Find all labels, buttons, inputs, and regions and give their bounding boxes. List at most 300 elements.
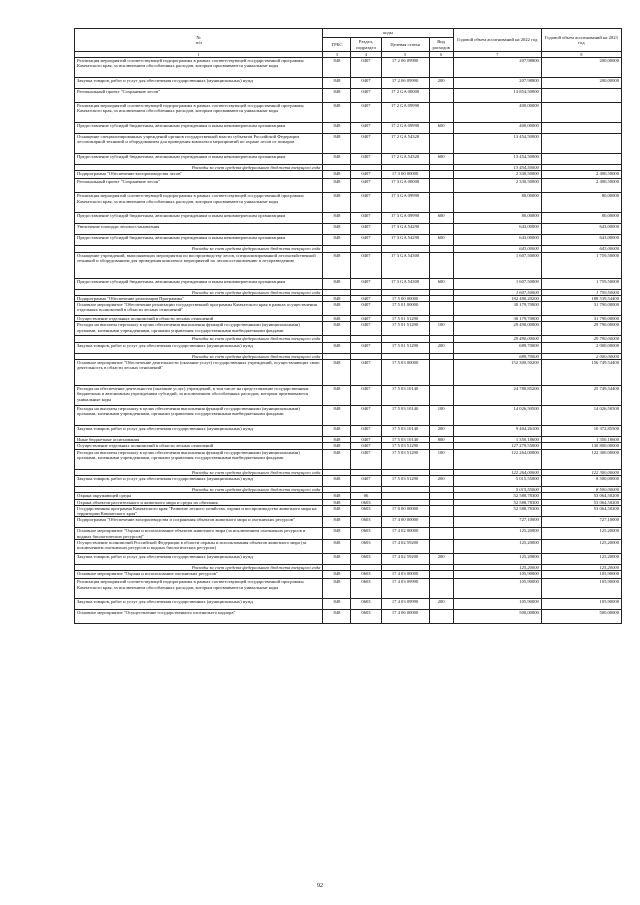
row-grbs-cell: 848 bbox=[323, 426, 351, 437]
row-section-cell: 0407 bbox=[351, 134, 381, 154]
row-amount-2023-cell: 10 372,85500 bbox=[541, 426, 621, 437]
row-expense-type-cell: 100 bbox=[429, 406, 453, 426]
row-amount-2022-cell: 5 015,55000 bbox=[453, 475, 541, 486]
row-section-cell: 0603 bbox=[351, 599, 381, 610]
row-name-cell: Осуществление отдельных полномочий в области лесных отношений bbox=[75, 443, 323, 449]
row-amount-2023-cell: 2 490,50000 bbox=[541, 179, 621, 193]
row-target-article-cell: 17 2 GA 09990 bbox=[381, 103, 429, 123]
page-number: 92 bbox=[317, 883, 323, 889]
row-expense-type-cell: 200 bbox=[429, 599, 453, 610]
row-target-article-cell: 17 3 GA 54290 bbox=[381, 224, 429, 235]
row-name-cell: Расходы за счет средств федерального бюджета текущего года bbox=[75, 565, 323, 571]
row-amount-2022-cell: 643,00000 bbox=[453, 235, 541, 246]
row-amount-2022-cell: 727,10000 bbox=[453, 517, 541, 528]
row-amount-2023-cell: 53 064,50200 bbox=[541, 493, 621, 499]
row-amount-2022-cell: 14 026,50500 bbox=[453, 406, 541, 426]
row-section-cell: 0407 bbox=[351, 316, 381, 322]
row-amount-2023-cell bbox=[541, 89, 621, 103]
row-target-article-cell: 17 5 03 51290 bbox=[381, 475, 429, 486]
row-amount-2023-cell bbox=[541, 123, 621, 134]
header-grbs: ГРБС bbox=[323, 38, 351, 52]
row-amount-2022-cell: 13 854,50000 bbox=[453, 89, 541, 103]
row-amount-2023-cell: 1 759,50000 bbox=[541, 278, 621, 289]
row-grbs-cell: 848 bbox=[323, 437, 351, 443]
row-amount-2022-cell: 105,90000 bbox=[453, 579, 541, 599]
row-name-cell: Основное мероприятие "Охрана и использование объектов животного мира (за исключением охотничьих ресурсов и водных биологических ресурсов)" bbox=[75, 528, 323, 540]
row-amount-2023-cell: 188 539,54400 bbox=[541, 295, 621, 301]
row-section-cell: 0407 bbox=[351, 235, 381, 246]
table-row bbox=[75, 171, 622, 179]
row-target-article-cell: 17 4 03 09990 bbox=[381, 599, 429, 610]
row-amount-2022-cell: 643,00000 bbox=[453, 246, 541, 252]
table-row bbox=[75, 78, 622, 89]
row-section-cell: 0603 bbox=[351, 499, 381, 505]
table-row bbox=[75, 322, 622, 336]
row-target-article-cell: 17 3 GA 54300 bbox=[381, 278, 429, 289]
table-row bbox=[75, 426, 622, 437]
row-expense-type-cell: 800 bbox=[429, 437, 453, 443]
row-amount-2022-cell: 125,20000 bbox=[453, 554, 541, 565]
row-name-cell: Расходы за счет средств федерального бюджета текущего года bbox=[75, 336, 323, 342]
row-name-cell: Подпрограмма "Обеспечение реализации Программы" bbox=[75, 295, 323, 301]
row-name-cell: Расходы за счет средств федерального бюджета текущего года bbox=[75, 246, 323, 252]
row-grbs-cell: 848 bbox=[323, 386, 351, 406]
row-name-cell: Закупка товаров, работ и услуг для обеспечения государственных (муниципальных) нужд bbox=[75, 475, 323, 486]
row-grbs-cell: 848 bbox=[323, 213, 351, 224]
budget-table bbox=[74, 28, 622, 624]
row-name-cell: Закупка товаров, работ и услуг для обеспечения государственных (муниципальных) нужд bbox=[75, 78, 323, 89]
row-name-cell: Закупка товаров, работ и услуг для обеспечения государственных (муниципальных) нужд bbox=[75, 426, 323, 437]
row-amount-2022-cell: 500,00000 bbox=[453, 610, 541, 624]
row-section-cell: 0603 bbox=[351, 571, 381, 579]
row-expense-type-cell bbox=[429, 386, 453, 406]
column-number: 3 bbox=[323, 52, 351, 58]
row-grbs-cell: 848 bbox=[323, 449, 351, 469]
table-row bbox=[75, 154, 622, 165]
row-expense-type-cell bbox=[429, 610, 453, 624]
row-amount-2022-cell: 207,98800 bbox=[453, 78, 541, 89]
row-grbs-cell: 848 bbox=[323, 599, 351, 610]
row-amount-2023-cell: 2 000,00000 bbox=[541, 342, 621, 353]
row-amount-2022-cell: 1 607,50000 bbox=[453, 278, 541, 289]
row-section-cell: 0603 bbox=[351, 528, 381, 540]
column-number: 4 bbox=[351, 52, 381, 58]
row-amount-2023-cell: 105,90000 bbox=[541, 599, 621, 610]
row-amount-2022-cell: 1 350,18600 bbox=[453, 437, 541, 443]
row-expense-type-cell: 200 bbox=[429, 426, 453, 437]
row-amount-2022-cell: 152 300,50200 bbox=[453, 360, 541, 386]
row-target-article-cell: 17 5 03 10140 bbox=[381, 437, 429, 443]
row-amount-2023-cell: 1 759,50000 bbox=[541, 289, 621, 295]
row-name-cell: Расходы за счет средств федерального бюджета текущего года bbox=[75, 353, 323, 359]
table-row bbox=[75, 571, 622, 579]
row-section-cell: 0407 bbox=[351, 78, 381, 89]
row-amount-2022-cell: 13 454,50000 bbox=[453, 154, 541, 165]
row-section-cell: 0407 bbox=[351, 295, 381, 301]
row-target-article-cell: 17 3 GA 54300 bbox=[381, 252, 429, 278]
row-section-cell: 0407 bbox=[351, 437, 381, 443]
row-amount-2022-cell: 2 330,50000 bbox=[453, 179, 541, 193]
row-expense-type-cell bbox=[429, 505, 453, 517]
header-2022: Годовой объем ассигнований на 2022 год bbox=[453, 29, 541, 52]
row-amount-2023-cell: 29 790,00000 bbox=[541, 322, 621, 336]
row-amount-2023-cell: 200,00000 bbox=[541, 78, 621, 89]
row-amount-2022-cell: 29 490,00000 bbox=[453, 322, 541, 336]
row-target-article-cell: 17 5 01 00000 bbox=[381, 302, 429, 316]
row-amount-2022-cell: 80,00000 bbox=[453, 193, 541, 213]
row-expense-type-cell: 600 bbox=[429, 154, 453, 165]
row-expense-type-cell: 200 bbox=[429, 78, 453, 89]
row-amount-2023-cell bbox=[541, 134, 621, 154]
row-target-article-cell: 17 2 GA 00000 bbox=[381, 89, 429, 103]
row-section-cell: 0407 bbox=[351, 103, 381, 123]
row-section-cell: 0407 bbox=[351, 154, 381, 165]
row-target-article-cell: 17 5 03 10140 bbox=[381, 426, 429, 437]
row-name-cell: Увеличение площади лесовосстановления bbox=[75, 224, 323, 235]
table-row bbox=[75, 475, 622, 486]
table-row bbox=[75, 579, 622, 599]
header-codes: коды bbox=[323, 29, 453, 38]
row-name-cell: Реализация мероприятий соответствующей подпрограммы в рамках соответствующей государственной программы Камчатского края, за исключением обособленных расходов, которым присваиваются уникальные коды bbox=[75, 103, 323, 123]
row-grbs-cell: 848 bbox=[323, 224, 351, 235]
row-expense-type-cell bbox=[429, 540, 453, 554]
row-grbs-cell: 848 bbox=[323, 316, 351, 322]
row-amount-2022-cell: 207,98800 bbox=[453, 58, 541, 78]
row-amount-2022-cell: 125,20000 bbox=[453, 540, 541, 554]
table-row bbox=[75, 610, 622, 624]
row-amount-2022-cell: 105,90000 bbox=[453, 571, 541, 579]
row-name-cell: Расходы за счет средств федерального бюджета текущего года bbox=[75, 165, 323, 171]
row-target-article-cell: 17 3 GA 00000 bbox=[381, 179, 429, 193]
row-target-article-cell: 17 5 01 51290 bbox=[381, 342, 429, 353]
row-amount-2023-cell: 125,20000 bbox=[541, 540, 621, 554]
row-amount-2023-cell: 31 790,00000 bbox=[541, 316, 621, 322]
row-grbs-cell: 848 bbox=[323, 579, 351, 599]
row-target-article-cell: 17 5 03 00000 bbox=[381, 360, 429, 386]
row-section-cell: 0407 bbox=[351, 449, 381, 469]
row-amount-2023-cell: 643,00000 bbox=[541, 224, 621, 235]
row-amount-2022-cell: 1 607,50000 bbox=[453, 252, 541, 278]
row-amount-2023-cell: 8 500,00000 bbox=[541, 475, 621, 486]
row-target-article-cell: 17 2 GA 54320 bbox=[381, 154, 429, 165]
column-number: 8 bbox=[541, 52, 621, 58]
row-grbs-cell: 848 bbox=[323, 302, 351, 316]
row-amount-2023-cell: 130 800,00000 bbox=[541, 443, 621, 449]
row-target-article-cell: 17 5 00 00000 bbox=[381, 295, 429, 301]
row-target-article-cell: 17 3 00 00000 bbox=[381, 171, 429, 179]
row-expense-type-cell bbox=[429, 179, 453, 193]
row-target-article-cell: 17 4 03 00000 bbox=[381, 571, 429, 579]
row-section-cell: 0603 bbox=[351, 610, 381, 624]
table-row bbox=[75, 224, 622, 235]
row-target-article-cell: 17 3 GA 54290 bbox=[381, 235, 429, 246]
row-target-article-cell: 17 4 02 59200 bbox=[381, 540, 429, 554]
row-name-cell: Региональный проект "Сохранение лесов" bbox=[75, 179, 323, 193]
row-expense-type-cell bbox=[429, 89, 453, 103]
table-row bbox=[75, 406, 622, 426]
row-expense-type-cell bbox=[429, 579, 453, 599]
row-name-cell: Реализация мероприятий соответствующей подпрограммы в рамках соответствующей государственной программы Камчатского края, за исключением обособленных расходов, которым присваиваются уникальные коды bbox=[75, 58, 323, 78]
row-grbs-cell: 848 bbox=[323, 475, 351, 486]
row-name-cell: Расходы за счет средств федерального бюджета текущего года bbox=[75, 486, 323, 492]
row-amount-2022-cell: 689,70000 bbox=[453, 353, 541, 359]
row-amount-2023-cell: 727,10000 bbox=[541, 517, 621, 528]
row-name-cell: Реализация мероприятий соответствующей подпрограммы в рамках соответствующей государственной программы Камчатского края, за исключением обособленных расходов, которым присваиваются уникальные коды bbox=[75, 579, 323, 599]
row-amount-2023-cell: 122 300,00000 bbox=[541, 449, 621, 469]
row-amount-2023-cell: 14 026,50500 bbox=[541, 406, 621, 426]
row-amount-2023-cell: 156 749,54400 bbox=[541, 360, 621, 386]
row-expense-type-cell bbox=[429, 517, 453, 528]
row-target-article-cell: 17 2 GA 54320 bbox=[381, 134, 429, 154]
row-expense-type-cell: 200 bbox=[429, 554, 453, 565]
row-name-cell: Основное мероприятие "Обеспечение деятельности (оказание услуг) государственных учреждений, осуществляющих свою деятельность в области лесных отношений" bbox=[75, 360, 323, 386]
row-section-cell: 0407 bbox=[351, 386, 381, 406]
row-name-cell: Расходы за счет средств федерального бюджета текущего года bbox=[75, 289, 323, 295]
row-amount-2022-cell: 13 454,50000 bbox=[453, 165, 541, 171]
table-header bbox=[75, 29, 622, 58]
row-amount-2022-cell: 182 480,20200 bbox=[453, 295, 541, 301]
row-amount-2022-cell: 125,20000 bbox=[453, 565, 541, 571]
row-amount-2023-cell: 105,90000 bbox=[541, 579, 621, 599]
row-section-cell: 0407 bbox=[351, 179, 381, 193]
row-section-cell: 0407 bbox=[351, 58, 381, 78]
row-name-cell: Расходы на выплаты персоналу в целях обеспечения выполнения функций государственными (муниципальными) органами, казенными учреждениями, органами управления государственными внебюджетными фондами bbox=[75, 322, 323, 336]
table-row bbox=[75, 278, 622, 289]
row-grbs-cell: 848 bbox=[323, 443, 351, 449]
row-amount-2023-cell: 125,20000 bbox=[541, 528, 621, 540]
row-expense-type-cell: 100 bbox=[429, 322, 453, 336]
row-expense-type-cell bbox=[429, 134, 453, 154]
row-grbs-cell: 848 bbox=[323, 78, 351, 89]
row-expense-type-cell bbox=[429, 224, 453, 235]
row-grbs-cell: 848 bbox=[323, 295, 351, 301]
row-target-article-cell: 17 5 01 51290 bbox=[381, 316, 429, 322]
row-grbs-cell: 848 bbox=[323, 123, 351, 134]
row-amount-2023-cell: 25 749,54400 bbox=[541, 386, 621, 406]
row-grbs-cell: 848 bbox=[323, 342, 351, 353]
row-name-cell: Предоставление субсидий бюджетным, автономным учреждениям и иным некоммерческим организациям bbox=[75, 235, 323, 246]
row-amount-2022-cell: 29 490,00000 bbox=[453, 336, 541, 342]
row-amount-2023-cell: 53 064,50200 bbox=[541, 505, 621, 517]
row-target-article-cell: 17 5 03 51290 bbox=[381, 449, 429, 469]
row-name-cell: Подпрограмма "Обеспечение воспроизводства лесов" bbox=[75, 171, 323, 179]
row-section-cell: 0603 bbox=[351, 540, 381, 554]
row-name-cell: Осуществление отдельных полномочий в области лесных отношений bbox=[75, 316, 323, 322]
row-target-article-cell: 17 2 06 09990 bbox=[381, 58, 429, 78]
row-name-cell: Предоставление субсидий бюджетным, автономным учреждениям и иным некоммерческим организациям bbox=[75, 123, 323, 134]
table-row bbox=[75, 179, 622, 193]
row-grbs-cell: 848 bbox=[323, 154, 351, 165]
row-amount-2022-cell: 122 264,00000 bbox=[453, 469, 541, 475]
row-expense-type-cell bbox=[429, 103, 453, 123]
row-section-cell: 0407 bbox=[351, 406, 381, 426]
row-grbs-cell: 848 bbox=[323, 571, 351, 579]
row-expense-type-cell: 600 bbox=[429, 123, 453, 134]
row-expense-type-cell: 200 bbox=[429, 342, 453, 353]
row-section-cell: 0407 bbox=[351, 322, 381, 336]
row-name-cell: Предоставление субсидий бюджетным, автономным учреждениям и иным некоммерческим организациям bbox=[75, 278, 323, 289]
row-amount-2023-cell: 2 490,50000 bbox=[541, 171, 621, 179]
row-grbs-cell: 848 bbox=[323, 322, 351, 336]
row-amount-2023-cell: 1 350,18600 bbox=[541, 437, 621, 443]
row-amount-2023-cell: 105,90000 bbox=[541, 571, 621, 579]
row-amount-2022-cell: 13 454,50000 bbox=[453, 134, 541, 154]
row-grbs-cell: 848 bbox=[323, 499, 351, 505]
row-grbs-cell: 848 bbox=[323, 517, 351, 528]
row-amount-2023-cell: 80,00000 bbox=[541, 193, 621, 213]
row-amount-2023-cell: 643,00000 bbox=[541, 246, 621, 252]
row-expense-type-cell bbox=[429, 193, 453, 213]
row-target-article-cell: 17 2 06 09990 bbox=[381, 78, 429, 89]
row-amount-2022-cell: 80,00000 bbox=[453, 213, 541, 224]
row-name-cell: Расходы на выплаты персоналу в целях обеспечения выполнения функций государственными (муниципальными) органами, казенными учреждениями, органами управления государственными внебюджетными фондами bbox=[75, 406, 323, 426]
row-amount-2023-cell: 125,20000 bbox=[541, 554, 621, 565]
header-expense-type: Вид расходов bbox=[429, 38, 453, 52]
row-amount-2022-cell: 2 330,50000 bbox=[453, 171, 541, 179]
row-amount-2022-cell: 30 179,70000 bbox=[453, 316, 541, 322]
row-section-cell: 0603 bbox=[351, 554, 381, 565]
document-page bbox=[74, 28, 622, 624]
row-amount-2022-cell: 105,90000 bbox=[453, 599, 541, 610]
row-amount-2023-cell: 29 790,00000 bbox=[541, 336, 621, 342]
row-name-cell: Основное мероприятие "Осуществление государственного охотничьего надзора" bbox=[75, 610, 323, 624]
row-section-cell: 0407 bbox=[351, 475, 381, 486]
row-amount-2022-cell: 127 279,55000 bbox=[453, 443, 541, 449]
row-amount-2022-cell: 1 607,50000 bbox=[453, 289, 541, 295]
row-target-article-cell: 17 3 GA 09990 bbox=[381, 193, 429, 213]
row-amount-2023-cell: 1 759,50000 bbox=[541, 252, 621, 278]
row-grbs-cell: 848 bbox=[323, 193, 351, 213]
row-grbs-cell: 848 bbox=[323, 103, 351, 123]
table-row bbox=[75, 89, 622, 103]
row-amount-2023-cell: 643,00000 bbox=[541, 235, 621, 246]
row-name-cell: Расходы на выплаты персоналу в целях обеспечения выполнения функций государственными (муниципальными) органами, казенными учреждениями, органами управления государственными внебюджетными фондами bbox=[75, 449, 323, 469]
row-amount-2023-cell: 31 790,00000 bbox=[541, 302, 621, 316]
row-amount-2023-cell: 8 500,00000 bbox=[541, 486, 621, 492]
table-row bbox=[75, 505, 622, 517]
row-amount-2022-cell: 400,00000 bbox=[453, 123, 541, 134]
row-section-cell: 0603 bbox=[351, 505, 381, 517]
table-row bbox=[75, 386, 622, 406]
table-body bbox=[75, 58, 622, 624]
table-row bbox=[75, 342, 622, 353]
table-row bbox=[75, 554, 622, 565]
row-section-cell: 0407 bbox=[351, 443, 381, 449]
row-name-cell: Охрана окружающей среды bbox=[75, 493, 323, 499]
row-amount-2023-cell bbox=[541, 154, 621, 165]
row-amount-2022-cell: 643,00000 bbox=[453, 224, 541, 235]
row-grbs-cell: 848 bbox=[323, 58, 351, 78]
row-section-cell: 0407 bbox=[351, 213, 381, 224]
row-amount-2023-cell: 2 000,00000 bbox=[541, 353, 621, 359]
row-expense-type-cell bbox=[429, 571, 453, 579]
row-expense-type-cell bbox=[429, 302, 453, 316]
row-name-cell: Охрана объектов растительного и животного мира и среды их обитания bbox=[75, 499, 323, 505]
header-2023: Годовой объем ассигнований на 2023 год bbox=[541, 29, 621, 52]
row-amount-2022-cell: 52 588,78300 bbox=[453, 505, 541, 517]
table-row bbox=[75, 360, 622, 386]
row-expense-type-cell: 100 bbox=[429, 449, 453, 469]
row-amount-2022-cell: 689,70000 bbox=[453, 342, 541, 353]
row-expense-type-cell bbox=[429, 528, 453, 540]
row-name-cell: Расходы за счет средств федерального бюджета текущего года bbox=[75, 469, 323, 475]
row-amount-2023-cell bbox=[541, 103, 621, 123]
column-number: 6 bbox=[429, 52, 453, 58]
row-name-cell: Реализация мероприятий соответствующей подпрограммы в рамках соответствующей государственной программы Камчатского края, за исключением обособленных расходов, которым присваиваются уникальные коды bbox=[75, 193, 323, 213]
row-amount-2023-cell: 80,00000 bbox=[541, 213, 621, 224]
table-row bbox=[75, 599, 622, 610]
row-section-cell: 0603 bbox=[351, 579, 381, 599]
row-name-cell: Государственная программа Камчатского края "Развитие лесного хозяйства, охрана и воспроизводство животного мира на территории Камчатского края" bbox=[75, 505, 323, 517]
row-target-article-cell: 17 0 00 00000 bbox=[381, 505, 429, 517]
row-grbs-cell: 848 bbox=[323, 493, 351, 499]
row-name-cell: Закупка товаров, работ и услуг для обеспечения государственных (муниципальных) нужд bbox=[75, 554, 323, 565]
row-grbs-cell: 848 bbox=[323, 134, 351, 154]
row-name-cell: Закупка товаров, работ и услуг для обеспечения государственных (муниципальных) нужд bbox=[75, 342, 323, 353]
header-row-number: № п/п bbox=[75, 29, 323, 52]
header-section: Раздел, подраздел bbox=[351, 38, 381, 52]
row-target-article-cell: 17 5 03 10140 bbox=[381, 406, 429, 426]
row-amount-2022-cell: 9 404,26100 bbox=[453, 426, 541, 437]
header-target-article: Целевая статья bbox=[381, 38, 429, 52]
row-amount-2023-cell: 122 300,00000 bbox=[541, 469, 621, 475]
row-grbs-cell: 848 bbox=[323, 540, 351, 554]
row-section-cell: 0407 bbox=[351, 89, 381, 103]
row-grbs-cell: 848 bbox=[323, 235, 351, 246]
row-grbs-cell: 848 bbox=[323, 505, 351, 517]
row-amount-2022-cell: 52 588,78300 bbox=[453, 493, 541, 499]
row-section-cell: 0407 bbox=[351, 193, 381, 213]
row-expense-type-cell: 200 bbox=[429, 475, 453, 486]
row-amount-2022-cell: 125,20000 bbox=[453, 528, 541, 540]
row-amount-2022-cell: 24 780,85200 bbox=[453, 386, 541, 406]
row-amount-2023-cell: 200,00000 bbox=[541, 58, 621, 78]
row-section-cell: 0407 bbox=[351, 360, 381, 386]
row-name-cell: Региональный проект "Сохранение лесов" bbox=[75, 89, 323, 103]
row-target-article-cell: 17 2 GA 09990 bbox=[381, 123, 429, 134]
row-target-article-cell: 17 4 00 00000 bbox=[381, 517, 429, 528]
row-amount-2023-cell: 500,00000 bbox=[541, 610, 621, 624]
table-row bbox=[75, 123, 622, 134]
row-name-cell: Осуществление полномочий Российской Федерации в области охраны и использования объектов животного мира (за исключением охотничьих ресурсов и водных биологических ресурсов) bbox=[75, 540, 323, 554]
row-target-article-cell: 17 4 03 09990 bbox=[381, 579, 429, 599]
row-amount-2022-cell: 30 179,70000 bbox=[453, 302, 541, 316]
row-amount-2022-cell: 5 015,55000 bbox=[453, 486, 541, 492]
table-row bbox=[75, 252, 622, 278]
row-name-cell: Подпрограмма "Обеспечение воспроизводства и сохранения объектов животного мира и охотничьих ресурсов" bbox=[75, 517, 323, 528]
row-section-cell: 0407 bbox=[351, 342, 381, 353]
table-row bbox=[75, 213, 622, 224]
table-row bbox=[75, 517, 622, 528]
row-grbs-cell: 848 bbox=[323, 610, 351, 624]
table-row bbox=[75, 528, 622, 540]
row-expense-type-cell: 600 bbox=[429, 235, 453, 246]
row-section-cell: 0603 bbox=[351, 517, 381, 528]
row-target-article-cell: 17 5 03 51290 bbox=[381, 443, 429, 449]
row-section-cell: 0407 bbox=[351, 252, 381, 278]
row-expense-type-cell: 600 bbox=[429, 213, 453, 224]
row-name-cell: Оснащение учреждений, выполняющих мероприятия по воспроизводству лесов, специализированной лесохозяйственной техникой и оборудованием для проведения комплекса мероприятий по лесовосстановлению и лесоразведению bbox=[75, 252, 323, 278]
row-grbs-cell: 848 bbox=[323, 89, 351, 103]
table-row bbox=[75, 540, 622, 554]
row-expense-type-cell bbox=[429, 171, 453, 179]
table-row bbox=[75, 302, 622, 316]
row-target-article-cell: 17 5 03 10140 bbox=[381, 386, 429, 406]
row-name-cell: Иные бюджетные ассигнования bbox=[75, 437, 323, 443]
row-expense-type-cell bbox=[429, 58, 453, 78]
row-amount-2022-cell: 400,00000 bbox=[453, 103, 541, 123]
row-name-cell: Оснащение специализированных учреждений органов государственной власти субъектов Российской Федерации лесопожарной техникой и оборудованием для проведения комплекса мероприятий по охране лесов от пожаров bbox=[75, 134, 323, 154]
